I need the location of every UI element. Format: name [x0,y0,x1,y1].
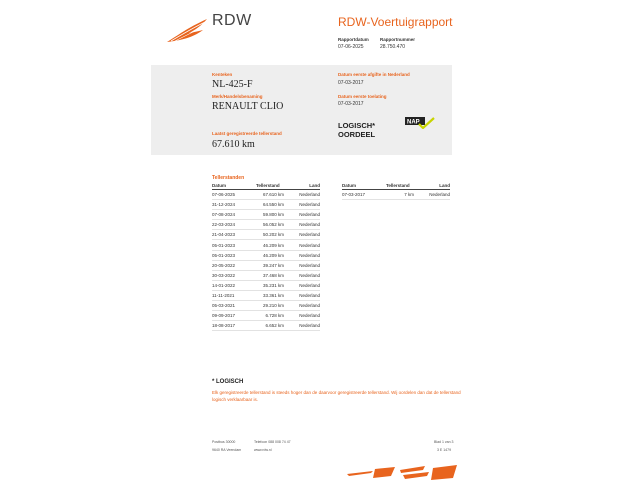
row-reading: 56.052 km [256,220,284,230]
col-reading: Tellerstand [386,182,414,190]
row-date: 07-06-2025 [212,190,256,200]
footer-page: Blad 1 van 3 [434,440,454,444]
footer-po-box: Postbus 30000 [212,440,236,444]
table-row [212,290,320,300]
verdict-line2: OORDEEL [338,130,376,139]
table-row [212,220,320,230]
plate-label: Kenteken [212,72,233,77]
table-row [212,280,320,290]
first-nl-value: 07-03-2017 [338,80,364,86]
vehicle-panel [151,65,452,155]
col-date: Datum [342,182,386,190]
row-country: Nederland [284,230,320,240]
row-country: Nederland [414,190,450,200]
report-number: 28.750.470 [380,44,406,50]
row-date: 05-01-2023 [212,250,256,260]
last-odo-label: Laatst geregistreerde tellerstand [212,131,282,136]
row-reading: 33.361 km [256,290,284,300]
row-reading: 39.247 km [256,260,284,270]
row-date: 09-09-2017 [212,311,256,321]
report-date-label: Rapportdatum [338,37,369,42]
row-country: Nederland [284,220,320,230]
report-date: 07-06-2025 [338,44,364,50]
row-date: 30-03-2022 [212,270,256,280]
orange-stripes-icon [345,464,460,480]
nap-check-icon [405,117,435,129]
row-country: Nederland [284,280,320,290]
table-row [212,250,320,260]
row-country: Nederland [284,301,320,311]
first-nl-label: Datum eerste afgifte in Nederland [338,72,410,77]
row-country: Nederland [284,200,320,210]
row-date: 07-08-2024 [212,210,256,220]
first-admission-label: Datum eerste toelating [338,94,387,99]
verdict-line1: LOGISCH* [338,121,376,130]
row-reading: 29.210 km [256,301,284,311]
table-row [212,301,320,311]
table-row [212,270,320,280]
row-country: Nederland [284,190,320,200]
first-admission-value: 07-03-2017 [338,101,364,107]
footnote-text: Elk geregistreerde tellerstand is steeds hoger dan de daarvoor geregistreerde tellerstand. Wij oordelen dan dat de tellerstand logisch verklaarbaar is. [212,390,461,402]
table-row [212,321,320,331]
col-date: Datum [212,182,256,190]
row-date: 11-11-2021 [212,290,256,300]
row-reading: 50.202 km [256,230,284,240]
table-row [212,230,320,240]
row-country: Nederland [284,290,320,300]
row-date: 20-05-2022 [212,260,256,270]
plate-value: NL-425-F [212,79,253,90]
row-country: Nederland [284,270,320,280]
footer-website[interactable]: www.rdw.nl [254,448,272,452]
row-country: Nederland [284,210,320,220]
row-reading: 37.468 km [256,270,284,280]
logo-text: RDW [212,12,252,29]
row-date: 05-03-2021 [212,301,256,311]
row-date: 21-04-2023 [212,230,256,240]
row-reading: 67.610 km [256,190,284,200]
row-reading: 59.800 km [256,210,284,220]
table-row [212,200,320,210]
make-value: RENAULT CLIO [212,101,284,112]
make-label: Merk/Handelsbenaming [212,94,263,99]
table-row [212,190,320,200]
row-reading: 35.231 km [256,280,284,290]
footer-code: 3 E 1479 [437,448,452,452]
row-country: Nederland [284,321,320,331]
rdw-logo-icon [165,16,209,44]
report-number-label: Rapportnummer [380,37,416,42]
row-reading: 46.209 km [256,240,284,250]
row-date: 07-03-2017 [342,190,386,200]
row-country: Nederland [284,250,320,260]
col-country: Land [284,182,320,190]
table-row [212,260,320,270]
nap-label: NAP [407,119,420,126]
odometer-table-right [342,182,450,200]
odometer-table-left [212,182,320,331]
footer-postal-city: 9640 RA Veendam [212,448,242,452]
footer-phone: Telefoon 088 008 74 47 [254,440,291,444]
row-reading: 64.550 km [256,200,284,210]
row-date: 14-01-2022 [212,280,256,290]
row-date: 05-01-2023 [212,240,256,250]
row-date: 18-08-2017 [212,321,256,331]
table-row [342,190,450,200]
row-country: Nederland [284,311,320,321]
row-date: 31-12-2024 [212,200,256,210]
footnote-title: * LOGISCH [212,379,244,385]
row-reading: 7 km [386,190,414,200]
table-row [212,210,320,220]
row-reading: 46.209 km [256,250,284,260]
report-title: RDW-Voertuigrapport [338,15,453,29]
table-row [212,311,320,321]
col-country: Land [414,182,450,190]
row-reading: 6.652 km [256,321,284,331]
last-odo-value: 67.610 km [212,139,255,150]
table-row [212,240,320,250]
odometer-section-title: Tellerstanden [212,175,245,181]
row-reading: 6.728 km [256,311,284,321]
row-country: Nederland [284,240,320,250]
col-reading: Tellerstand [256,182,284,190]
row-country: Nederland [284,260,320,270]
row-date: 22-03-2024 [212,220,256,230]
